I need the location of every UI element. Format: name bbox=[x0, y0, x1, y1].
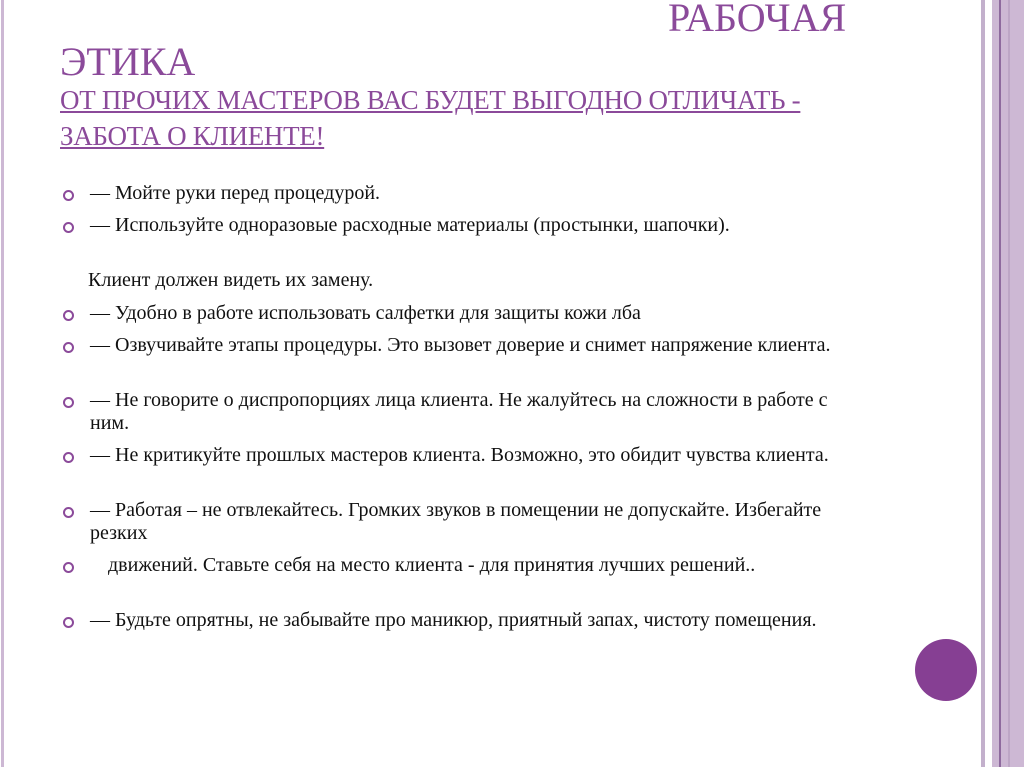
bullet-icon bbox=[63, 342, 74, 353]
bullet-icon bbox=[63, 190, 74, 201]
list-item bbox=[90, 214, 870, 237]
slide-subtitle: ОТ ПРОЧИХ МАСТЕРОВ ВАС БУДЕТ ВЫГОДНО ОТЛИЧАТЬ - ЗАБОТА О КЛИЕНТЕ! bbox=[60, 85, 801, 151]
bullet-icon bbox=[63, 452, 74, 463]
list-item bbox=[90, 609, 870, 632]
item-text: — Не говорите о диспропорциях лица клиента. Не жалуйтесь на сложности в работе с ним. bbox=[90, 389, 828, 434]
list-item bbox=[90, 444, 870, 467]
item-text: — Будьте опрятны, не забывайте про маникюр, приятный запах, чистоту помещения. bbox=[90, 609, 817, 631]
bullet-icon bbox=[63, 310, 74, 321]
item-text: — Не критикуйте прошлых мастеров клиента. Возможно, это обидит чувства клиента. bbox=[90, 444, 829, 466]
bullet-icon bbox=[63, 222, 74, 233]
item-text: движений. Ставьте себя на место клиента - для принятия лучших решений.. bbox=[108, 554, 756, 576]
list-item bbox=[90, 302, 870, 325]
list-item bbox=[90, 554, 870, 577]
bullet-icon bbox=[63, 562, 74, 573]
right-border-line bbox=[981, 0, 985, 767]
bullet-icon bbox=[63, 617, 74, 628]
list-item bbox=[90, 499, 870, 545]
item-text: — Удобно в работе использовать салфетки для защиты кожи лба bbox=[90, 302, 641, 324]
decorative-circle bbox=[915, 639, 977, 701]
bullet-icon bbox=[63, 507, 74, 518]
item-text: — Мойте руки перед процедурой. bbox=[90, 182, 381, 204]
list-item bbox=[88, 269, 868, 292]
list-item bbox=[90, 389, 870, 435]
item-text: Клиент должен видеть их замену. bbox=[88, 269, 374, 291]
bullet-icon bbox=[63, 397, 74, 408]
item-text: — Используйте одноразовые расходные материалы (простынки, шапочки). bbox=[90, 214, 730, 236]
band-mid-line bbox=[1008, 0, 1010, 767]
left-border-line bbox=[1, 0, 4, 767]
band-dark-line bbox=[999, 0, 1001, 767]
slide-title-line1: РАБОЧАЯ bbox=[668, 0, 847, 40]
item-text: — Работая – не отвлекайтесь. Громких звуков в помещении не допускайте. Избегайте резких bbox=[90, 499, 822, 544]
list-item bbox=[90, 182, 870, 205]
item-text: — Озвучивайте этапы процедуры. Это вызовет доверие и снимет напряжение клиента. bbox=[90, 334, 831, 356]
slide-title-line2: ЭТИКА bbox=[60, 39, 196, 84]
list-item bbox=[90, 334, 870, 357]
